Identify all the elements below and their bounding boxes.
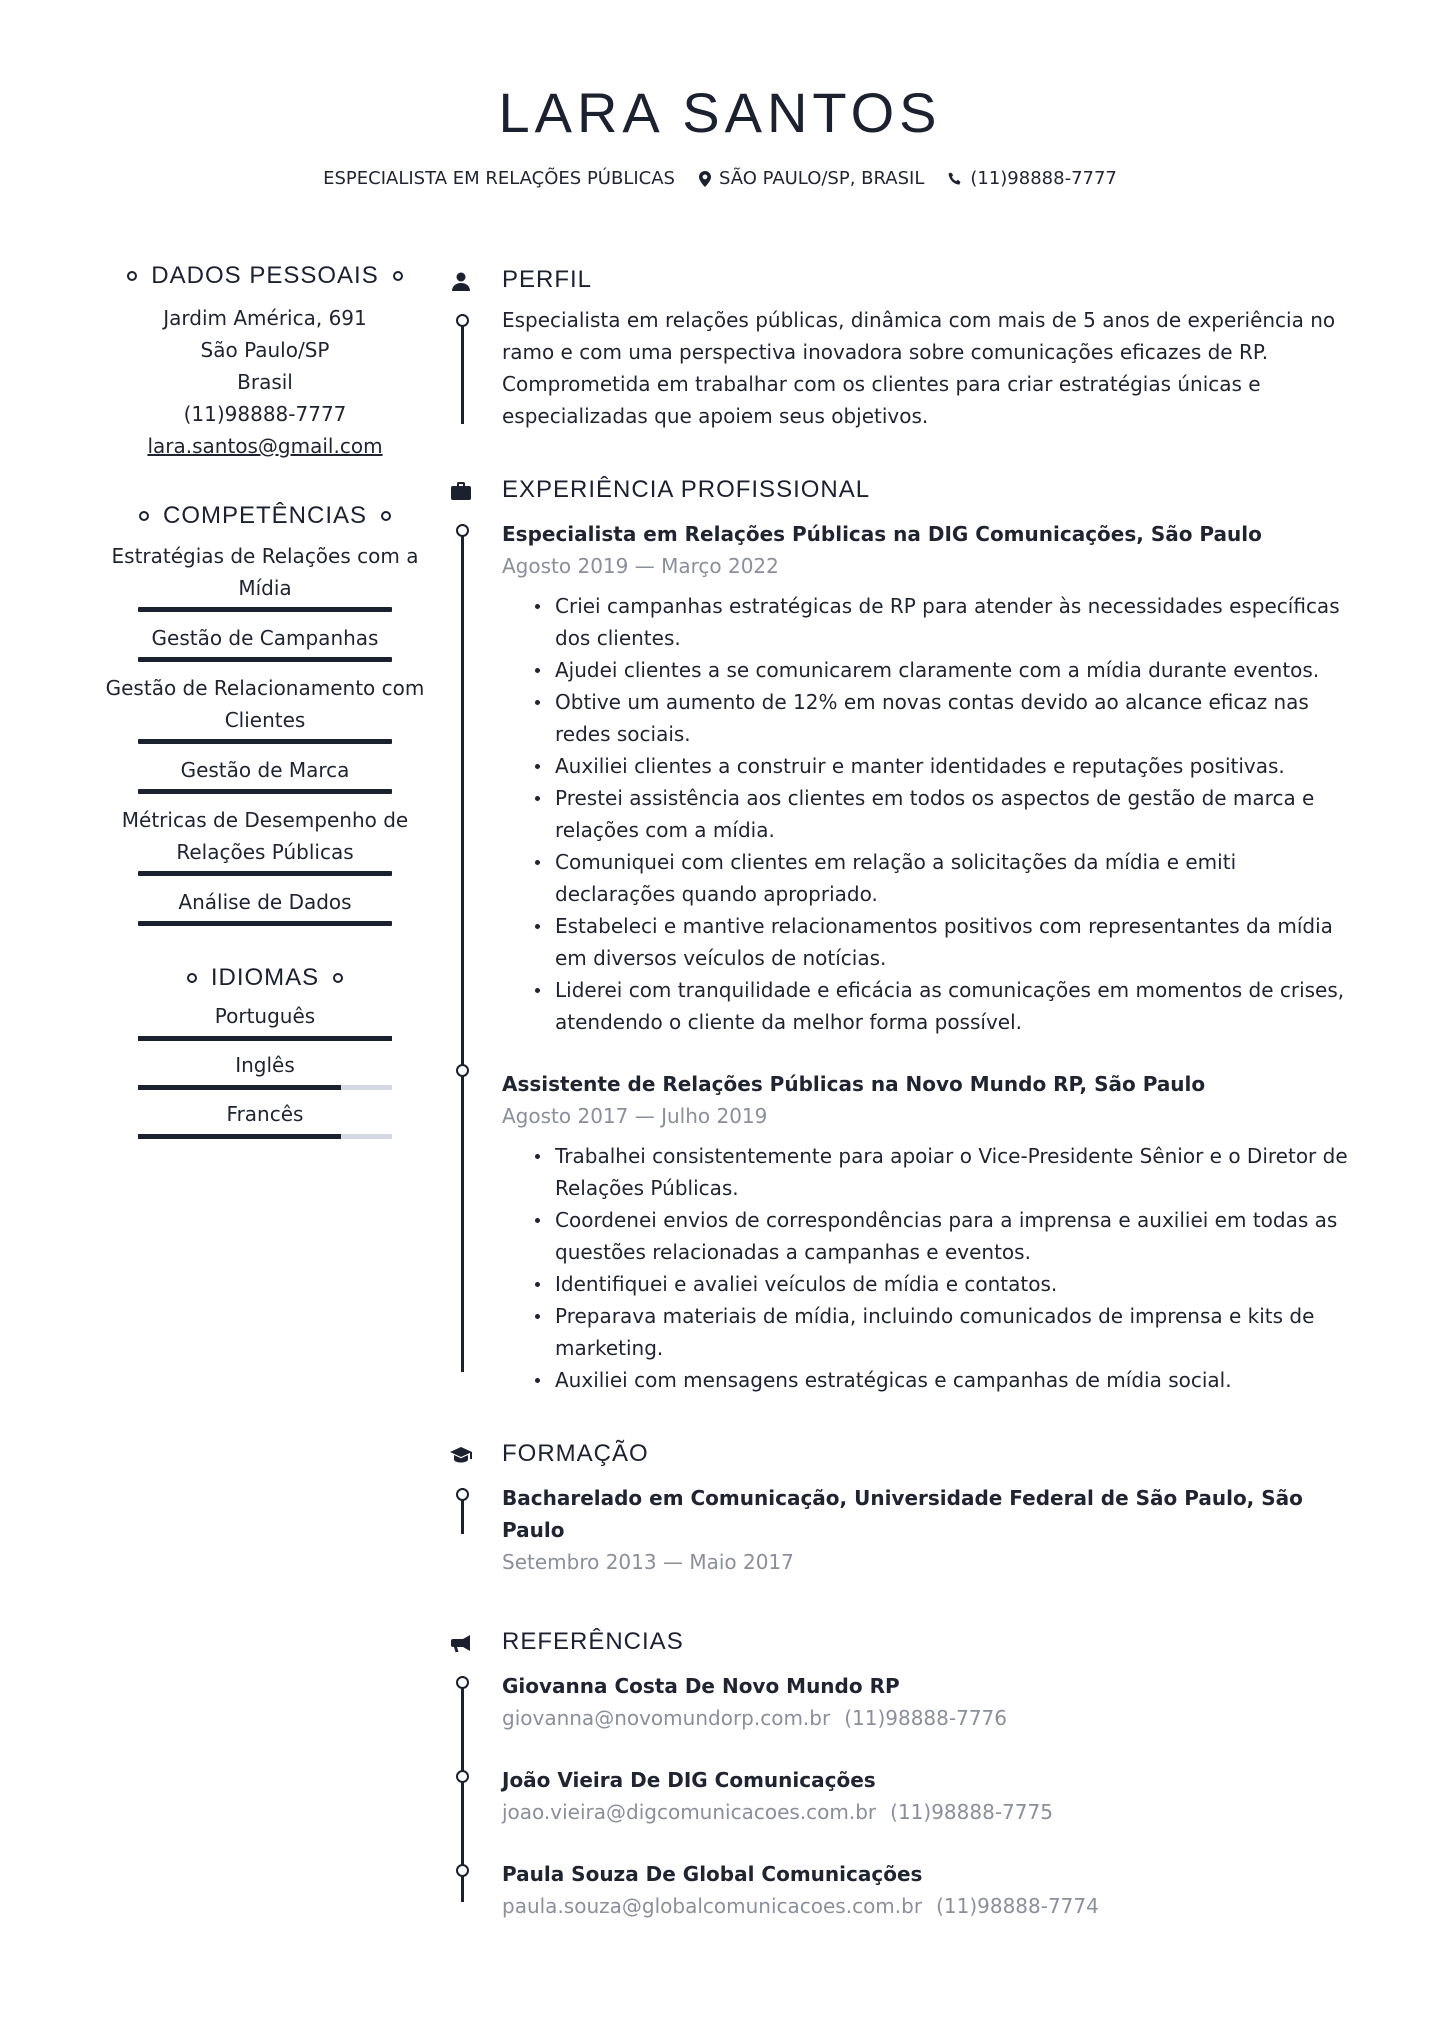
language-item: [100, 1049, 430, 1090]
reference-phone: (11)98888-7774: [936, 1894, 1099, 1918]
reference-email[interactable]: joao.vieira@digcomunicacoes.com.br: [502, 1800, 877, 1824]
list-item: Criei campanhas estratégicas de RP para atender às necessidades específicas dos clientes.: [502, 590, 1362, 654]
skill-label: Métricas de Desempenho de Relações Públicas: [121, 808, 409, 864]
graduation-cap-icon: [450, 1444, 472, 1466]
job-entry: [502, 518, 1362, 1038]
language-label: Inglês: [235, 1053, 295, 1077]
skills-section-title: [100, 502, 430, 530]
list-item: Estabeleci e mantive relacionamentos positivos com representantes da mídia em diversos veículos de notícias.: [502, 910, 1362, 974]
references-title: REFERÊNCIAS: [502, 1628, 684, 1655]
skill-bar: [138, 657, 392, 662]
list-item: Prestei assistência aos clientes em todos os aspectos de gestão de marca e relações com a mídia.: [502, 782, 1362, 846]
header-role-text: ESPECIALISTA EM RELAÇÕES PÚBLICAS: [323, 168, 675, 189]
header-role: [323, 168, 675, 189]
personal-country: Brasil: [237, 370, 293, 394]
reference-entry: [502, 1764, 1362, 1828]
list-item: Liderei com tranquilidade e eficácia as comunicações em momentos de crises, atendendo o cliente da melhor forma possível.: [502, 974, 1362, 1038]
references-section: [442, 1624, 1362, 1922]
reference-phone: (11)98888-7776: [844, 1706, 1007, 1730]
experience-section: [442, 472, 1362, 1396]
profile-header: [502, 262, 1362, 298]
personal-phone: (11)98888-7777: [183, 402, 347, 426]
personal-title-text: DADOS PESSOAIS: [151, 262, 379, 289]
skill-label: Gestão de Campanhas: [151, 626, 379, 650]
skill-item: [100, 672, 430, 744]
skill-item: [100, 804, 430, 876]
personal-address: Jardim América, 691: [163, 306, 367, 330]
references-header: [502, 1624, 1362, 1660]
phone-icon: [948, 172, 962, 186]
reference-phone: (11)98888-7775: [890, 1800, 1053, 1824]
personal-email-link[interactable]: lara.santos@gmail.com: [147, 434, 383, 458]
list-item: Coordenei envios de correspondências para a imprensa e auxiliei em todas as questões relacionadas a campanhas e eventos.: [502, 1204, 1362, 1268]
language-level-fill: [138, 1085, 341, 1090]
reference-contact: [502, 1890, 1362, 1922]
ring-icon: [127, 271, 137, 281]
language-label: Francês: [226, 1102, 304, 1126]
header-phone-text: (11)98888-7777: [970, 168, 1117, 189]
personal-section-title: [100, 262, 430, 290]
skill-item: [100, 886, 430, 926]
skill-bar: [138, 607, 392, 612]
profile-title: PERFIL: [502, 266, 593, 293]
skill-bar: [138, 739, 392, 744]
list-item: Comuniquei com clientes em relação a solicitações da mídia e emiti declarações quando apropriado.: [502, 846, 1362, 910]
skill-label: Gestão de Marca: [180, 758, 350, 782]
user-icon: [450, 270, 472, 292]
skill-label: Gestão de Relacionamento com Clientes: [105, 676, 425, 732]
languages-section-title: [100, 964, 430, 992]
profile-section: [442, 262, 1362, 432]
skill-label: Análise de Dados: [178, 890, 352, 914]
profile-text: Especialista em relações públicas, dinâmica com mais de 5 anos de experiência no ramo e com uma perspectiva inovadora sobre comunicações eficazes de RP. Comprometida em trabalhar com os clientes para criar estratégias únicas e especializadas que apoiem seus objetivos.: [502, 308, 1336, 428]
list-item: Trabalhei consistentemente para apoiar o Vice-Presidente Sênior e o Diretor de Relações Públicas.: [502, 1140, 1362, 1204]
timeline-line: [461, 524, 464, 1372]
reference-entry: [502, 1858, 1362, 1922]
skill-bar: [138, 921, 392, 926]
ring-icon: [139, 511, 149, 521]
left-column: [100, 262, 430, 1139]
header-phone: [948, 168, 1117, 189]
job-title: Assistente de Relações Públicas na Novo Mundo RP, São Paulo: [502, 1072, 1206, 1096]
language-item: [100, 1098, 430, 1139]
timeline-dot: [456, 314, 469, 327]
reference-email[interactable]: giovanna@novomundorp.com.br: [502, 1706, 831, 1730]
personal-details: [100, 302, 430, 462]
reference-name: Giovanna Costa De Novo Mundo RP: [502, 1674, 900, 1698]
ring-icon: [333, 973, 343, 983]
briefcase-icon: [450, 480, 472, 502]
skills-title-text: COMPETÊNCIAS: [162, 502, 368, 529]
skill-item: [100, 540, 430, 612]
job-dates: Agosto 2017 — Julho 2019: [502, 1104, 768, 1128]
megaphone-icon: [450, 1632, 472, 1654]
skill-item: [100, 622, 430, 662]
reference-contact: [502, 1702, 1362, 1734]
map-pin-icon: [699, 171, 711, 187]
language-level-bar: [138, 1085, 392, 1090]
timeline-dot: [456, 1488, 469, 1501]
list-item: Auxiliei clientes a construir e manter identidades e reputações positivas.: [502, 750, 1362, 782]
education-degree: Bacharelado em Comunicação, Universidade Federal de São Paulo, São Paulo: [502, 1486, 1303, 1542]
list-item: Identifiquei e avaliei veículos de mídia e contatos.: [502, 1268, 1362, 1300]
reference-name: João Vieira De DIG Comunicações: [502, 1768, 876, 1792]
job-bullets: [502, 1140, 1362, 1396]
languages-title-text: IDIOMAS: [210, 964, 320, 991]
timeline-line: [461, 314, 464, 424]
skill-bar: [138, 871, 392, 876]
job-dates: Agosto 2019 — Março 2022: [502, 554, 779, 578]
language-level-bar: [138, 1134, 392, 1139]
timeline-dot: [456, 1770, 469, 1783]
language-level-fill: [138, 1134, 341, 1139]
reference-email[interactable]: paula.souza@globalcomunicacoes.com.br: [502, 1894, 923, 1918]
timeline-dot: [456, 1864, 469, 1877]
reference-contact: [502, 1796, 1362, 1828]
skills-list: [100, 540, 430, 926]
skill-item: [100, 754, 430, 794]
experience-title: EXPERIÊNCIA PROFISSIONAL: [502, 476, 871, 503]
language-level-bar: [138, 1036, 392, 1041]
language-level-fill: [138, 1036, 392, 1041]
education-section: [442, 1436, 1362, 1578]
skill-label: Estratégias de Relações com a Mídia: [111, 544, 419, 600]
experience-header: [502, 472, 1362, 508]
languages-list: [100, 1000, 430, 1139]
candidate-name: LARA SANTOS: [498, 81, 942, 144]
ring-icon: [381, 511, 391, 521]
list-item: Obtive um aumento de 12% em novas contas devido ao alcance eficaz nas redes sociais.: [502, 686, 1362, 750]
header-location-text: SÃO PAULO/SP, BRASIL: [718, 168, 925, 189]
job-title: Especialista em Relações Públicas na DIG Comunicações, São Paulo: [502, 522, 1262, 546]
job-bullets: [502, 590, 1362, 1038]
timeline-dot: [456, 1064, 469, 1077]
right-column: [442, 262, 1362, 1922]
skill-bar: [138, 789, 392, 794]
timeline-dot: [456, 1676, 469, 1689]
job-entry: [502, 1068, 1362, 1396]
list-item: Preparava materiais de mídia, incluindo comunicados de imprensa e kits de marketing.: [502, 1300, 1362, 1364]
personal-city: São Paulo/SP: [200, 338, 330, 362]
ring-icon: [187, 973, 197, 983]
education-entry: [502, 1482, 1362, 1578]
education-header: [502, 1436, 1362, 1472]
list-item: Ajudei clientes a se comunicarem claramente com a mídia durante eventos.: [502, 654, 1362, 686]
reference-entry: [502, 1670, 1362, 1734]
header-location: [699, 168, 924, 189]
timeline-dot: [456, 524, 469, 537]
language-label: Português: [214, 1004, 316, 1028]
reference-name: Paula Souza De Global Comunicações: [502, 1862, 923, 1886]
education-title: FORMAÇÃO: [502, 1440, 649, 1467]
header-contact-line: [0, 168, 1440, 189]
education-dates: Setembro 2013 — Maio 2017: [502, 1550, 794, 1574]
ring-icon: [393, 271, 403, 281]
language-item: [100, 1000, 430, 1041]
list-item: Auxiliei com mensagens estratégicas e campanhas de mídia social.: [502, 1364, 1362, 1396]
